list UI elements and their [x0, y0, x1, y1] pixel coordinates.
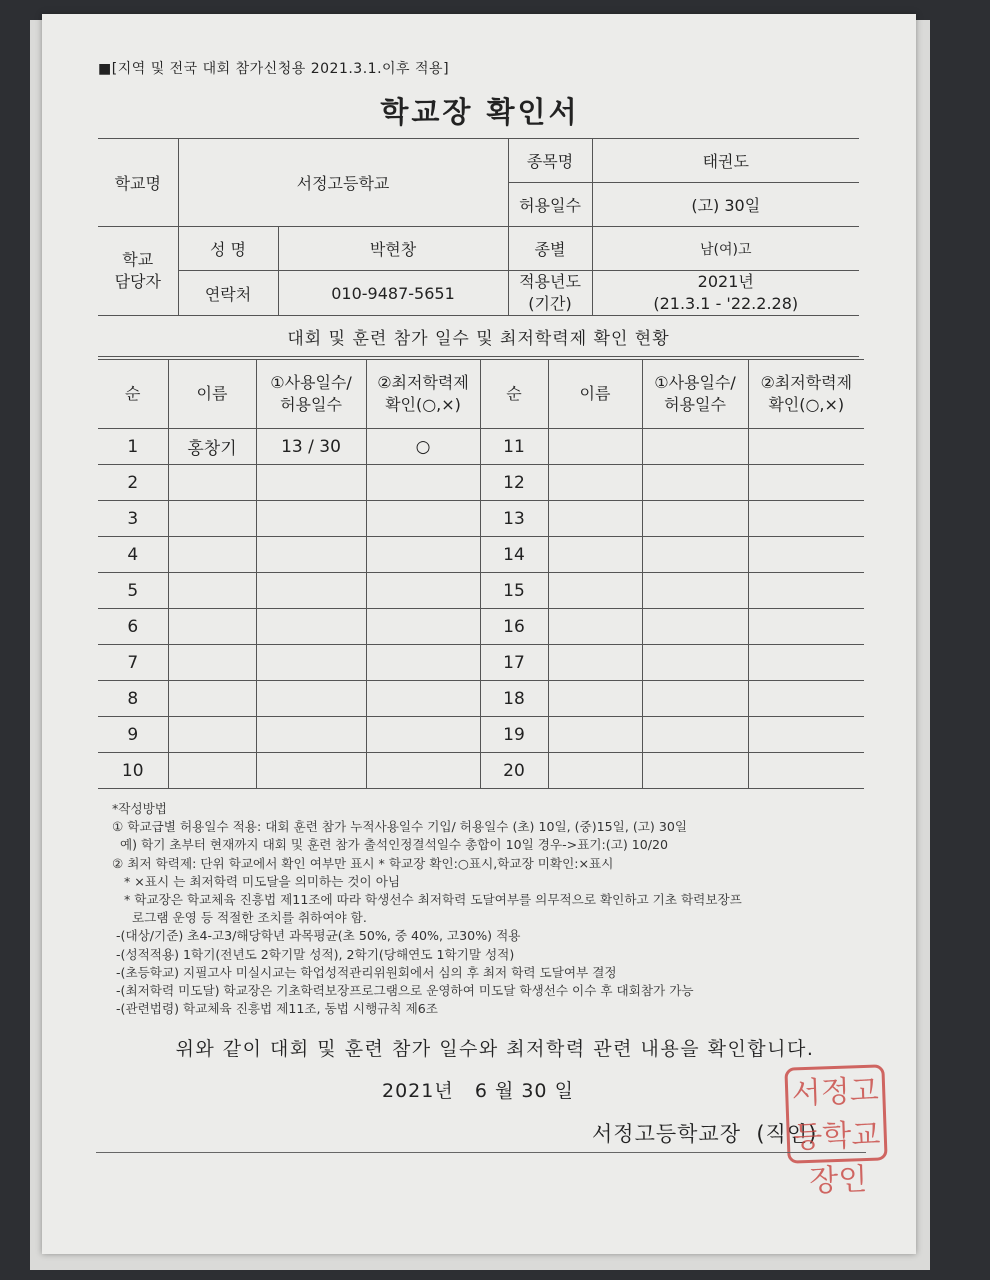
row-name-right [548, 717, 642, 753]
row-seq-right: 11 [480, 429, 548, 465]
row-seq: 7 [98, 645, 168, 681]
info-table [98, 138, 859, 357]
row-check [366, 753, 480, 789]
row-check-right [748, 537, 864, 573]
event-label: 종목명 [508, 139, 592, 183]
note-line: ① 학교급별 허용일수 적용: 대회 훈련 참가 누적사용일수 기입/ 허용일수 (초) 10일, (중)15일, (고) 30일 [112, 819, 688, 835]
row-seq-right: 19 [480, 717, 548, 753]
table-row [98, 753, 864, 789]
note-line: * ×표시 는 최저학력 미도달을 의미하는 것이 아님 [112, 873, 401, 889]
document-title: 학교장 확인서 [380, 95, 580, 129]
contact-label: 연락처 [178, 271, 278, 316]
row-seq-right: 20 [480, 753, 548, 789]
table-row [98, 681, 864, 717]
row-days [256, 537, 366, 573]
row-days-right [642, 717, 748, 753]
row-seq-right: 16 [480, 609, 548, 645]
row-name-right [548, 429, 642, 465]
allowed-days-label: 허용일수 [508, 183, 592, 227]
school-name: 서정고등학교 [178, 139, 508, 227]
event-value: 태권도 [592, 139, 859, 183]
row-days-right [642, 681, 748, 717]
row-name [168, 501, 256, 537]
bottom-divider [96, 1152, 866, 1153]
row-check-right [748, 753, 864, 789]
table-row [98, 429, 864, 465]
row-days-right [642, 753, 748, 789]
manager-label: 학교 담당자 [98, 227, 178, 316]
name-label: 성 명 [178, 227, 278, 271]
note-line: -(초등학교) 지필고사 미실시교는 학업성적관리위원회에서 심의 후 최저 학력 도달여부 결정 [112, 964, 617, 980]
row-seq: 6 [98, 609, 168, 645]
note-line: 예) 학기 초부터 현재까지 대회 및 훈련 참가 출석인정결석일수 총합이 10일 경우->표기:(고) 10/20 [112, 837, 669, 853]
row-days [256, 465, 366, 501]
gender-value: 남(여)고 [592, 227, 859, 271]
row-check [366, 537, 480, 573]
note-line: -(성적적용) 1학기(전년도 2학기말 성적), 2학기(당해연도 1학기말 성적) [112, 946, 515, 962]
header-min-academic: ②최저학력제 확인(○,×) [366, 360, 480, 429]
row-days [256, 573, 366, 609]
row-days [256, 645, 366, 681]
table-row [98, 609, 864, 645]
row-check [366, 609, 480, 645]
row-check-right [748, 681, 864, 717]
row-days [256, 609, 366, 645]
row-seq: 3 [98, 501, 168, 537]
table-row [98, 717, 864, 753]
writing-instructions [112, 800, 872, 1018]
row-check-right [748, 429, 864, 465]
row-seq: 4 [98, 537, 168, 573]
row-check-right [748, 717, 864, 753]
year-value: 2021년 (21.3.1 - '22.2.28) [592, 271, 859, 316]
row-seq-right: 14 [480, 537, 548, 573]
header-seq-right: 순 [480, 360, 548, 429]
row-check-right [748, 645, 864, 681]
header-seq: 순 [98, 360, 168, 429]
contact-value: 010-9487-5651 [278, 271, 508, 316]
name-value: 박현창 [278, 227, 508, 271]
row-check [366, 717, 480, 753]
row-seq-right: 12 [480, 465, 548, 501]
note-line: 로그램 운영 등 적절한 조치를 취하여야 함. [112, 910, 367, 926]
row-days-right [642, 573, 748, 609]
note-line: -(관련법령) 학교체육 진흥법 제11조, 동법 시행규칙 제6조 [112, 1001, 438, 1017]
row-days-right [642, 609, 748, 645]
row-check [366, 465, 480, 501]
header-days-right: ①사용일수/ 허용일수 [642, 360, 748, 429]
row-seq-right: 17 [480, 645, 548, 681]
table-row [98, 501, 864, 537]
table-subtitle: 대회 및 훈련 참가 일수 및 최저학력제 확인 현황 [98, 316, 859, 357]
table-row [98, 465, 864, 501]
allowed-days-value: (고) 30일 [592, 183, 859, 227]
row-seq: 10 [98, 753, 168, 789]
row-name-right [548, 465, 642, 501]
row-name-right [548, 501, 642, 537]
row-check [366, 501, 480, 537]
row-check-right [748, 573, 864, 609]
row-days [256, 753, 366, 789]
participation-table [98, 359, 864, 789]
gender-label: 종별 [508, 227, 592, 271]
row-seq: 1 [98, 429, 168, 465]
header-name: 이름 [168, 360, 256, 429]
row-name-right [548, 753, 642, 789]
row-seq: 2 [98, 465, 168, 501]
row-check: ○ [366, 429, 480, 465]
note-line: -(대상/기준) 초4-고3/해당학년 과목평균(초 50%, 중 40%, 고30%) 적용 [112, 928, 521, 944]
table-row [98, 573, 864, 609]
school-label: 학교명 [98, 139, 178, 227]
header-min-academic-right: ②최저학력제 확인(○,×) [748, 360, 864, 429]
row-name [168, 681, 256, 717]
row-name-right [548, 573, 642, 609]
row-days [256, 681, 366, 717]
row-seq: 8 [98, 681, 168, 717]
note-line: ② 최저 학력제: 단위 학교에서 확인 여부만 표시 * 학교장 확인:○표시,학교장 미확인:×표시 [112, 855, 614, 871]
row-check [366, 681, 480, 717]
header-name-right: 이름 [548, 360, 642, 429]
table-body [98, 429, 864, 789]
row-name [168, 465, 256, 501]
row-days: 13 / 30 [256, 429, 366, 465]
row-check-right [748, 465, 864, 501]
confirm-text: 위와 같이 대회 및 훈련 참가 일수와 최저학력 관련 내용을 확인합니다. [175, 1038, 815, 1060]
row-seq-right: 15 [480, 573, 548, 609]
row-days-right [642, 465, 748, 501]
row-name [168, 609, 256, 645]
row-name [168, 645, 256, 681]
row-days-right [642, 429, 748, 465]
row-name [168, 573, 256, 609]
issue-date: 2021년 6 월 30 일 [382, 1080, 574, 1102]
note-line: *작성방법 [112, 801, 167, 816]
official-seal: 서정고등학교장인 [784, 1064, 887, 1163]
row-seq: 5 [98, 573, 168, 609]
principal-signature: 서정고등학교장 (직인) [592, 1122, 818, 1146]
row-days-right [642, 645, 748, 681]
row-name [168, 537, 256, 573]
row-check-right [748, 501, 864, 537]
row-seq-right: 13 [480, 501, 548, 537]
row-days [256, 717, 366, 753]
row-check [366, 573, 480, 609]
row-name-right [548, 681, 642, 717]
row-name [168, 753, 256, 789]
row-check-right [748, 609, 864, 645]
row-name-right [548, 645, 642, 681]
row-seq: 9 [98, 717, 168, 753]
row-name-right [548, 609, 642, 645]
table-row [98, 645, 864, 681]
row-days [256, 501, 366, 537]
row-days-right [642, 537, 748, 573]
row-name: 홍창기 [168, 429, 256, 465]
row-check [366, 645, 480, 681]
row-name [168, 717, 256, 753]
row-name-right [548, 537, 642, 573]
row-seq-right: 18 [480, 681, 548, 717]
header-days: ①사용일수/ 허용일수 [256, 360, 366, 429]
note-line: -(최저학력 미도달) 학교장은 기초학력보장프로그램으로 운영하여 미도달 학생선수 이수 후 대회참가 가능 [112, 983, 694, 999]
table-row [98, 537, 864, 573]
year-label: 적용년도 (기간) [508, 271, 592, 316]
row-days-right [642, 501, 748, 537]
note-line: * 학교장은 학교체육 진흥법 제11조에 따라 학생선수 최저학력 도달여부를 의무적으로 확인하고 기초 학력보장프 [112, 892, 742, 908]
header-note: ■[지역 및 전국 대회 참가신청용 2021.3.1.이후 적용] [98, 61, 450, 77]
